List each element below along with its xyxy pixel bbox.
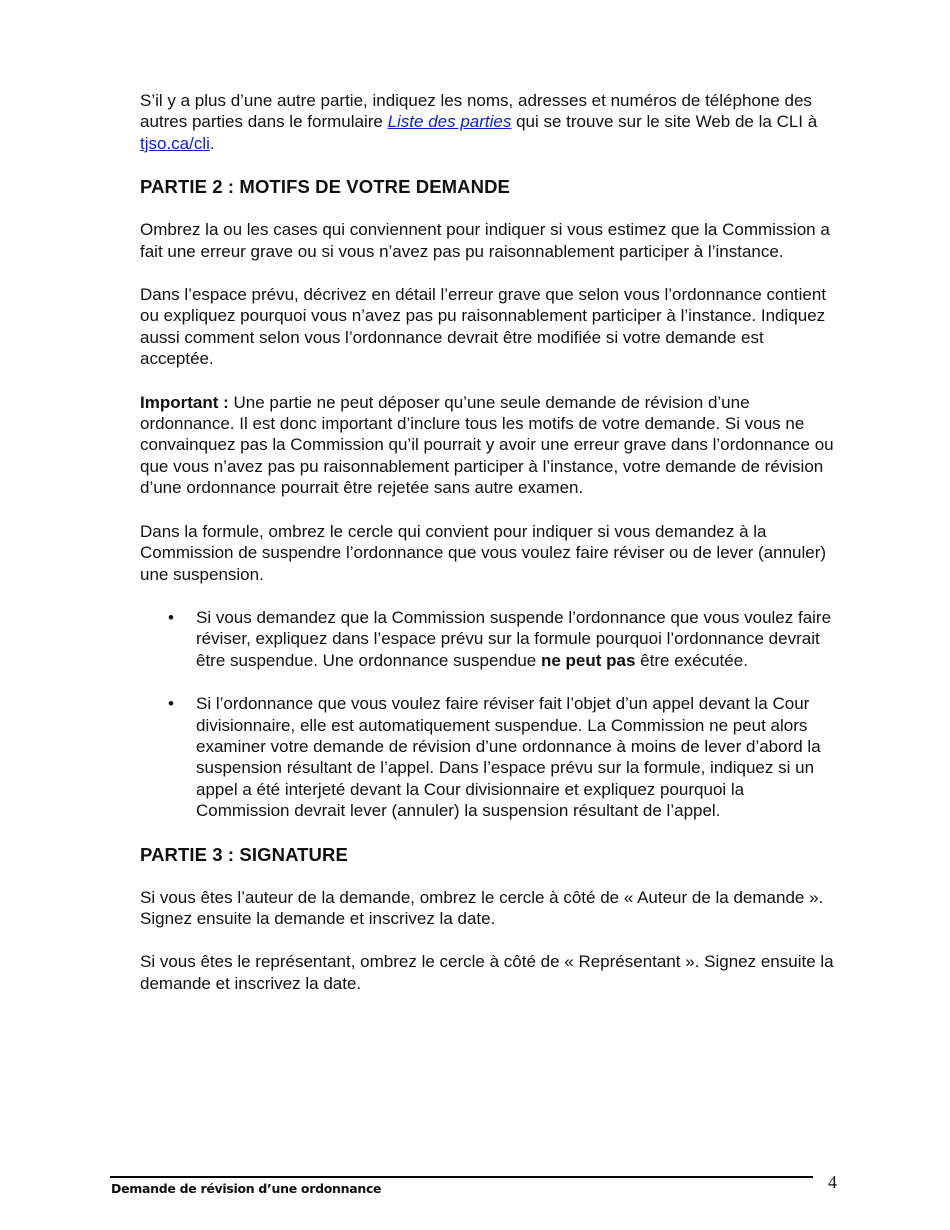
page-number: 4 <box>828 1172 837 1192</box>
part3-paragraph-2: Si vous êtes le représentant, ombrez le cercle à côté de « Représentant ». Signez ensuite la demande et inscrivez la date. <box>140 952 834 993</box>
liste-des-parties-link[interactable]: Liste des parties <box>387 112 512 132</box>
important-paragraph: Important : Une partie ne peut déposer qu’une seule demande de révision d’une ordonnance. Il est donc important d’inclure tous les motifs de votre demande. Si vous ne convainquez pas la Commission qu’il pourrait y avoir une erreur grave dans l’ordonnance ou que vous n’avez pas pu raisonnablement participer à l’instance, votre demande de révision d’une ordonnance pourrait être rejetée sans autre examen. <box>140 392 834 498</box>
document-body <box>140 90 840 1016</box>
cli-website-link[interactable]: tjso.ca/cli <box>140 133 210 153</box>
list-item: • Si l’ordonnance que vous voulez faire réviser fait l’objet d’un appel devant la Cour divisionnaire, elle est automatiquement suspendue. La Commission ne peut alors examiner votre demande de révision d’une ordonnance à moins de lever d’abord la suspension résultant de l’appel. Dans l’espace prévu sur la formule, indiquez si un appel a été interjeté devant la Cour divisionnaire et expliquez pourquoi la Commission devrait lever (annuler) la suspension résultant de l’appel. <box>168 694 821 821</box>
bullet-icon: • <box>168 607 174 627</box>
list-item: • Si vous demandez que la Commission suspende l’ordonnance que vous voulez faire réviser, expliquez dans l’espace prévu sur la formule pourquoi l’ordonnance devrait être suspendue. Une ordonnance suspendue ne peut pas être exécutée. <box>168 607 832 670</box>
intro-paragraph: S’il y a plus d’une autre partie, indiquez les noms, adresses et numéros de téléphone des autres parties dans le formulaire Liste des parties qui se trouve sur le site Web de la CLI à tjso.ca/cli. <box>140 91 818 153</box>
important-label: Important : <box>140 392 229 412</box>
bullet-list <box>140 607 840 822</box>
part3-heading: PARTIE 3 : SIGNATURE <box>140 843 348 865</box>
footer-divider <box>110 1176 813 1178</box>
bullet-icon: • <box>168 694 174 714</box>
footer-title: Demande de révision d’une ordonnance <box>111 1181 382 1196</box>
part2-heading: PARTIE 2 : MOTIFS DE VOTRE DEMANDE <box>140 176 510 198</box>
part2-paragraph-2: Dans l’espace prévu, décrivez en détail l’erreur grave que selon vous l’ordonnance contient ou expliquez pourquoi vous n’avez pas pu raisonnablement participer à l’instance. Indiquez aussi comment selon vous l’ordonnance devrait être modifiée si votre demande est acceptée. <box>140 285 827 369</box>
part2-paragraph-4: Dans la formule, ombrez le cercle qui convient pour indiquer si vous demandez à la Commission de suspendre l’ordonnance que vous voulez faire réviser ou de lever (annuler) une suspension. <box>140 521 827 584</box>
part2-paragraph-1: Ombrez la ou les cases qui conviennent pour indiquer si vous estimez que la Commission a fait une erreur grave ou si vous n’avez pas pu raisonnablement participer à l’instance. <box>140 220 830 261</box>
part3-paragraph-1: Si vous êtes l’auteur de la demande, ombrez le cercle à côté de « Auteur de la demande ». Signez ensuite la demande et inscrivez la date. <box>140 887 824 928</box>
